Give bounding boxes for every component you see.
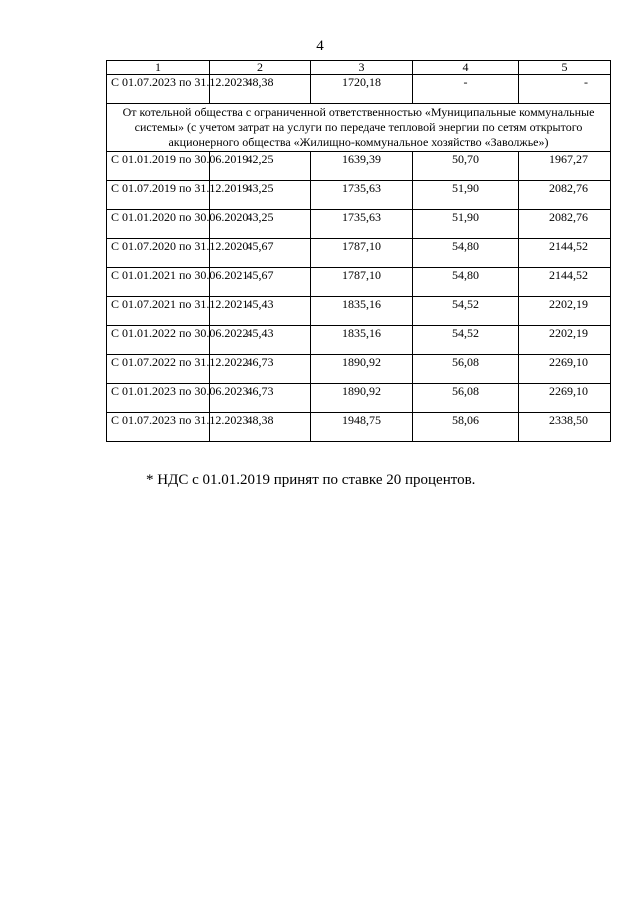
- value-cell-col-4: 51,90: [413, 181, 519, 210]
- value-cell-col-2: 48,38: [210, 75, 311, 104]
- period-cell: С 01.01.2019 по 30.06.2019: [107, 152, 210, 181]
- column-header-3: 3: [311, 61, 413, 75]
- value-cell-col-4: 51,90: [413, 210, 519, 239]
- period-cell: С 01.01.2023 по 30.06.2023: [107, 384, 210, 413]
- column-number-row: [107, 61, 611, 75]
- value-cell-col-3: 1787,10: [311, 239, 413, 268]
- value-cell-col-4: 50,70: [413, 152, 519, 181]
- column-header-4: 4: [413, 61, 519, 75]
- tariff-table-body: [107, 61, 611, 442]
- value-cell-col-5: 2269,10: [519, 355, 611, 384]
- value-cell-col-3: 1890,92: [311, 384, 413, 413]
- value-cell-col-2: 43,25: [210, 181, 311, 210]
- value-cell-col-4: 56,08: [413, 355, 519, 384]
- value-cell-col-4: 54,52: [413, 326, 519, 355]
- value-cell-col-3: 1639,39: [311, 152, 413, 181]
- page-number: 4: [316, 38, 324, 54]
- value-cell-col-3: 1890,92: [311, 355, 413, 384]
- table-row: [107, 355, 611, 384]
- value-cell-col-5: 2338,50: [519, 413, 611, 442]
- value-cell-col-5: 2202,19: [519, 326, 611, 355]
- value-cell-col-4: 54,52: [413, 297, 519, 326]
- value-cell-col-2: 45,43: [210, 297, 311, 326]
- value-cell-col-3: 1787,10: [311, 268, 413, 297]
- value-cell-col-2: 46,73: [210, 384, 311, 413]
- value-cell-col-3: 1835,16: [311, 297, 413, 326]
- table-row: [107, 181, 611, 210]
- value-cell-col-3: 1948,75: [311, 413, 413, 442]
- period-cell: С 01.07.2021 по 31.12.2021: [107, 297, 210, 326]
- tariff-table: [106, 60, 611, 442]
- value-cell-col-5: 1967,27: [519, 152, 611, 181]
- value-cell-col-4: 54,80: [413, 239, 519, 268]
- value-cell-col-5: 2202,19: [519, 297, 611, 326]
- value-cell-col-3: 1735,63: [311, 181, 413, 210]
- column-header-5: 5: [519, 61, 611, 75]
- section-title-row: [107, 104, 611, 152]
- value-cell-col-5: -: [519, 75, 611, 104]
- value-cell-col-2: 48,38: [210, 413, 311, 442]
- section-title: От котельной общества с ограниченной ответственностью «Муниципальные коммунальные системы» (с учетом затрат на услуги по передаче тепловой энергии по сетям открытого акционерного общества «Жилищно-коммунальное хозяйство «Заволжье»): [107, 104, 611, 152]
- period-cell: С 01.01.2021 по 30.06.2021: [107, 268, 210, 297]
- value-cell-col-4: -: [413, 75, 519, 104]
- value-cell-col-3: 1835,16: [311, 326, 413, 355]
- table-row: [107, 75, 611, 104]
- period-cell: С 01.07.2022 по 31.12.2022: [107, 355, 210, 384]
- table-row: [107, 384, 611, 413]
- table-row: [107, 413, 611, 442]
- value-cell-col-2: 42,25: [210, 152, 311, 181]
- period-cell: С 01.01.2022 по 30.06.2022: [107, 326, 210, 355]
- table-row: [107, 239, 611, 268]
- vat-footnote: * НДС с 01.01.2019 принят по ставке 20 процентов.: [146, 472, 476, 488]
- value-cell-col-5: 2144,52: [519, 268, 611, 297]
- value-cell-col-2: 45,67: [210, 268, 311, 297]
- table-row: [107, 326, 611, 355]
- value-cell-col-3: 1735,63: [311, 210, 413, 239]
- period-cell: С 01.07.2020 по 31.12.2020: [107, 239, 210, 268]
- value-cell-col-5: 2082,76: [519, 181, 611, 210]
- period-cell: С 01.07.2019 по 31.12.2019: [107, 181, 210, 210]
- value-cell-col-2: 43,25: [210, 210, 311, 239]
- value-cell-col-3: 1720,18: [311, 75, 413, 104]
- period-cell: С 01.07.2023 по 31.12.2023: [107, 75, 210, 104]
- value-cell-col-2: 45,67: [210, 239, 311, 268]
- table-row: [107, 152, 611, 181]
- value-cell-col-4: 56,08: [413, 384, 519, 413]
- value-cell-col-4: 54,80: [413, 268, 519, 297]
- column-header-1: 1: [107, 61, 210, 75]
- table-row: [107, 210, 611, 239]
- table-row: [107, 268, 611, 297]
- period-cell: С 01.07.2023 по 31.12.2023: [107, 413, 210, 442]
- value-cell-col-2: 45,43: [210, 326, 311, 355]
- value-cell-col-4: 58,06: [413, 413, 519, 442]
- value-cell-col-2: 46,73: [210, 355, 311, 384]
- value-cell-col-5: 2269,10: [519, 384, 611, 413]
- column-header-2: 2: [210, 61, 311, 75]
- value-cell-col-5: 2082,76: [519, 210, 611, 239]
- table-row: [107, 297, 611, 326]
- period-cell: С 01.01.2020 по 30.06.2020: [107, 210, 210, 239]
- value-cell-col-5: 2144,52: [519, 239, 611, 268]
